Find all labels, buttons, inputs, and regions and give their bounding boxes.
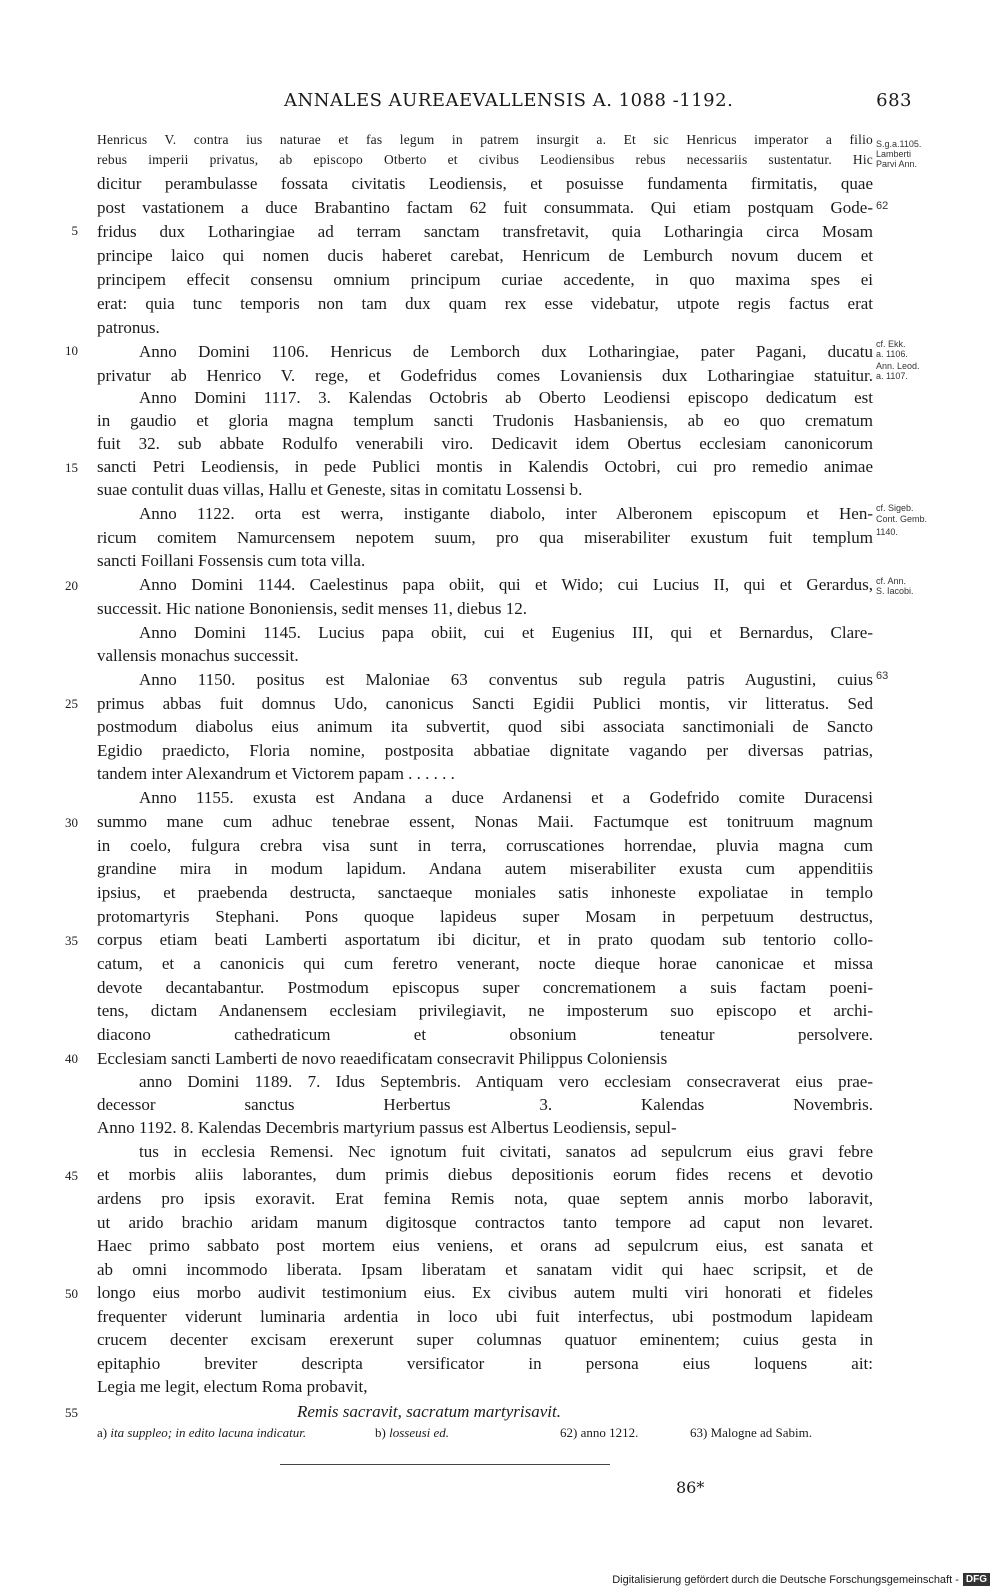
text-line: anno Domini 1189. 7. Idus Septembris. Antiquam vero ecclesiam consecraverat eius prae-: [139, 1072, 873, 1091]
text-line: devote decantabantur. Postmodum episcopus super concremationem a suis factam poeni-: [97, 978, 873, 997]
line-number: 5: [71, 223, 78, 238]
text-line: Anno 1150. positus est Maloniae 63 conventus sub regula patris Augustini, cuius: [139, 670, 873, 689]
line-number: 25: [65, 696, 78, 711]
margin-note: a. 1106.: [876, 349, 908, 359]
divider: [280, 1464, 610, 1465]
margin-note: Lamberti: [876, 149, 912, 159]
text-line: Henricus V. contra ius naturae et fas legum in patrem insurgit a. Et sic Henricus imperator a filio: [97, 132, 873, 147]
text-line: privatur ab Henrico V. rege, et Godefridus comes Lovaniensis dux Lotharingiae statuitur.: [97, 366, 873, 385]
footnote-mark: a): [97, 1425, 108, 1440]
text-line: ardens pro ipsis exoravit. Erat femina Remis nota, quae septem annis morbo laboravit,: [97, 1189, 873, 1208]
margin-note: 63: [876, 670, 889, 682]
footer-text: Digitalisierung gefördert durch die Deutsche Forschungsgemeinschaft -: [612, 1573, 959, 1586]
text-line: Anno Domini 1106. Henricus de Lemborch dux Lotharingiae, pater Pagani, ducatu: [139, 342, 873, 361]
margin-note: S. Iacobi.: [876, 586, 914, 596]
text-line: catum, et a canonicis qui cum feretro venerant, nocte dieque horae canonicae et missa: [97, 954, 873, 973]
footer: [612, 1573, 990, 1586]
verse-line: Remis sacravit, sacratum martyrisavit.: [297, 1402, 561, 1421]
text-line: Haec primo sabbato post mortem eius veniens, et orans ad sepulcrum eius, est sanata et: [97, 1236, 873, 1255]
text-line: postmodum diabolus eius animum ita subvertit, quod sibi associata sanctimoniali de Sancto: [97, 717, 873, 736]
margin-note: Cont. Gemb.: [876, 514, 928, 524]
dfg-logo: DFG: [963, 1573, 990, 1586]
text-line: diacono cathedraticum et obsonium teneatur persolvere.: [97, 1025, 873, 1044]
text-line: Anno 1122. orta est werra, instigante diabolo, inter Alberonem episcopum et Hen-: [139, 504, 873, 523]
margin-note: cf. Sigeb.: [876, 503, 914, 513]
text-line: decessor sanctus Herbertus 3. Kalendas Novembris.: [97, 1095, 873, 1114]
text-line: patronus.: [97, 318, 160, 337]
text-line: ipsius, et praebenda destructa, sanctaeque moniales satis inhoneste expoliatae in templo: [97, 883, 873, 902]
text-line: crucem decenter excisam erexerunt super columnas quatuor eminentem; cuius gesta in: [97, 1330, 873, 1349]
text-line: Anno 1155. exusta est Andana a duce Ardanensi et a Godefrido comite Duracensi: [139, 788, 873, 807]
text-line: protomartyris Stephani. Pons quoque lapideus super Mosam in perpetuum destructus,: [97, 907, 873, 926]
margin-note: a. 1107.: [876, 371, 908, 381]
text-line: corpus etiam beati Lamberti asportatum ibi dicitur, et in prato quodam sub tentorio collo-: [97, 930, 873, 949]
text-line: primus abbas fuit domnus Udo, canonicus Sancti Egidii Publici montis, vir litteratus. Sed: [97, 694, 873, 713]
text-line: in coelo, fulgura crebra visa sunt in terra, corruscationes horrendae, pluvia magna cum: [97, 836, 873, 855]
text-line: ab omni incommodo liberata. Ipsam liberatam et sanatam vidit qui haec scripsit, et de: [97, 1260, 873, 1279]
line-number: 50: [65, 1286, 78, 1301]
text-line: Anno 1192. 8. Kalendas Decembris martyrium passus est Albertus Leodiensis, sepul-: [97, 1118, 677, 1137]
text-line: grandine mira in modum lapidum. Andana autem miserabiliter exusta cum appenditiis: [97, 859, 873, 878]
line-number: 10: [65, 343, 78, 358]
line-number: 30: [65, 815, 78, 830]
text-line: in gaudio et gloria magna templum sancti Trudonis Hasbaniensis, ab eo quo crematum: [97, 411, 873, 430]
text-line: tens, dictam Andanensem ecclesiam privilegiavit, ne imposterum suo episcopo et archi-: [97, 1001, 873, 1020]
text-line: summo mane cum adhuc tenebrae essent, Nonas Maii. Factumque est tonitruum magnum: [97, 812, 873, 831]
footnote-63: 63) Malogne ad Sabim.: [690, 1425, 813, 1440]
page-number: 683: [876, 90, 912, 111]
footnote-text: losseusi ed.: [389, 1425, 450, 1440]
text-line: rebus imperii privatus, ab episcopo Otberto et civibus Leodiensibus rebus necessariis sustentatur. Hic: [97, 152, 873, 167]
footnote-b: [375, 1425, 449, 1441]
margin-note: 62: [876, 200, 889, 212]
margin-note: Ann. Leod.: [876, 361, 920, 371]
text-line: dicitur perambulasse fossata civitatis Leodiensis, et posuisse fundamenta firmitatis, quae: [97, 174, 873, 193]
text-line: Anno Domini 1145. Lucius papa obiit, cui et Eugenius III, qui et Bernardus, Clare-: [139, 623, 873, 642]
text-line: principe laico qui nomen ducis haberet carebat, Henricum de Lemburch novum ducem et: [97, 246, 873, 265]
line-number: 15: [65, 460, 78, 475]
text-line: principem effecit consensu omnium principum curiae accedente, in quo maxima spes ei: [97, 270, 873, 289]
header-title: ANNALES AUREAEVALLENSIS A. 1088 -1192.: [284, 90, 734, 111]
text-line: successit. Hic natione Bononiensis, sedit menses 11, diebus 12.: [97, 599, 527, 618]
text-line: longo eius morbo audivit testimonium eius. Ex civibus autem multi viri honorati et fideles: [97, 1283, 873, 1302]
signature-mark: 86*: [676, 1478, 705, 1497]
text-line: erat: quia tunc temporis non tam dux quam rex esse videbatur, utpote regis factus erat: [97, 294, 873, 313]
running-header: [284, 90, 912, 111]
line-number: 35: [65, 933, 78, 948]
line-number: 55: [65, 1405, 78, 1420]
text-line: et morbis aliis laborantes, dum primis diebus depositionis eorum fides recens et devotio: [97, 1165, 873, 1184]
line-number: 20: [65, 578, 78, 593]
text-line: Legia me legit, electum Roma probavit,: [97, 1377, 368, 1396]
text-line: sancti Petri Leodiensis, in pede Publici montis in Kalendis Octobri, cui pro remedio animae: [97, 457, 873, 476]
text-line: suae contulit duas villas, Hallu et Geneste, sitas in comitatu Lossensi b.: [97, 480, 583, 499]
text-line: Ecclesiam sancti Lamberti de novo reaedificatam consecravit Philippus Coloniensis: [97, 1049, 668, 1068]
margin-note: cf. Ann.: [876, 576, 907, 586]
text-line: vallensis monachus successit.: [97, 646, 299, 665]
margin-note: Parvi Ann.: [876, 159, 918, 169]
text-line: Egidio praedicto, Floria nomine, postposita abbatiae dignitate vagando per diversas patrias,: [97, 741, 873, 760]
text-line: epitaphio breviter descripta versificator in persona eius loquens ait:: [97, 1354, 873, 1373]
line-number: 45: [65, 1168, 78, 1183]
text-line: Anno Domini 1144. Caelestinus papa obiit, qui et Wido; cui Lucius II, qui et Gerardus,: [139, 575, 873, 594]
text-line: ut arido brachio aridam manum digitosque contractos tanto tempore ad caput non levaret.: [97, 1213, 873, 1232]
line-number: 40: [65, 1051, 78, 1066]
margin-note: S.g.a.1105.: [876, 139, 922, 149]
footnote-mark: b): [375, 1425, 386, 1440]
text-line: Anno Domini 1117. 3. Kalendas Octobris ab Oberto Leodiensi episcopo dedicatum est: [139, 388, 873, 407]
text-line: post vastationem a duce Brabantino factam 62 fuit consummata. Qui etiam postquam Gode-: [97, 198, 873, 217]
text-line: ricum comitem Namurcensem nepotem suum, pro qua miserabiliter exustum fuit templum: [97, 528, 873, 547]
margin-note: cf. Ekk.: [876, 339, 906, 349]
footnote-a: [97, 1425, 306, 1441]
text-line: tus in ecclesia Remensi. Nec ignotum fuit civitati, sanatos ad sepulcrum eius gravi febre: [139, 1142, 873, 1161]
text-line: tandem inter Alexandrum et Victorem papam . . . . . .: [97, 764, 455, 783]
text-line: fuit 32. sub abbate Rodulfo venerabili viro. Dedicavit idem Obertus ecclesiam canonicorum: [97, 434, 873, 453]
margin-note: 1140.: [876, 527, 898, 537]
text-line: fridus dux Lotharingiae ad terram sanctam transfretavit, quia Lotharingia circa Mosam: [97, 222, 873, 241]
text-line: frequenter viderunt luminaria ardentia in loco ubi fuit interfectus, ubi postmodum lapideam: [97, 1307, 873, 1326]
footnote-62: 62) anno 1212.: [560, 1425, 639, 1440]
text-line: sancti Foillani Fossensis cum tota villa.: [97, 551, 366, 570]
footnote-text: ita suppleo; in edito lacuna indicatur.: [110, 1425, 307, 1440]
